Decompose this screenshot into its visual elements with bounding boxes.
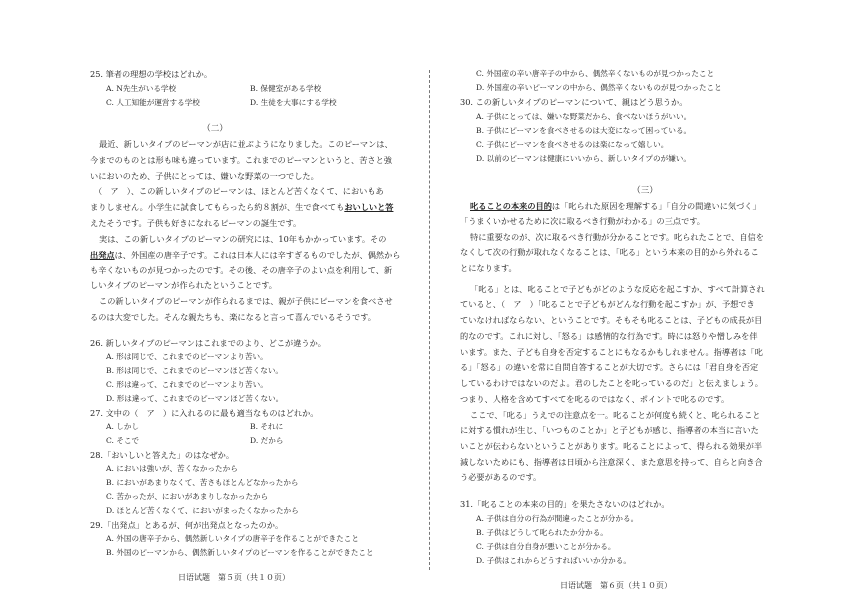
- q27-option-d: D. だから: [250, 436, 284, 445]
- q25-option-d: D. 生徒を大事にする学校: [250, 98, 337, 107]
- passage-line: いことが伝わらないということがあります。叱ることによって、得られる効果が半: [460, 441, 763, 451]
- q25-option-a: A. N先生がいる学校: [106, 84, 177, 93]
- passage-line: も辛くないものが見つかったのです。その後、その唐辛子のよい点を利用して、新: [90, 265, 393, 275]
- passage-line: ていると、（ ア ）「叱ることで子どもがどんな行動を起こすか」が、予想でき: [460, 299, 755, 309]
- page-footer: 日语试题 第６页（共１０页）: [560, 581, 672, 590]
- page-footer: 日语试题 第５页（共１０页）: [178, 573, 290, 582]
- passage-line: 「うまくいかせるために次に取るべき行動がわかる」の三点です。: [460, 216, 705, 226]
- passage-line: う必要があるのです。: [460, 472, 542, 482]
- q29-question: 29.「出発点」とあるが、何が出発点となったのか。: [90, 520, 284, 530]
- section-title-3: （三）: [632, 186, 658, 196]
- passage-line: つまり、人格を含めてすべてを叱るのではなく、ポイントで叱るのです。: [460, 394, 730, 404]
- passage-line: とになります。: [460, 263, 517, 273]
- oishii-underlined: おいしいと答: [344, 202, 394, 212]
- passage-line: この新しいタイプのピーマンが作られるまでは、親が子供にピーマンを食べさせ: [99, 296, 393, 306]
- q31-option-a: A. 子供は自分の行為が間違ったことが分かる。: [476, 514, 639, 523]
- passage-line: えたそうです。子供も好きになれるピーマンの誕生です。: [90, 218, 302, 228]
- passage-line: 実は、この新しいタイプのピーマンの研究には、10年もかかっています。その: [99, 234, 387, 244]
- section-title-2: （二）: [202, 124, 228, 134]
- passage-line: [470, 201, 761, 211]
- passage-line: に対する慣れが生じ、「いつものことか」と子どもが感じ、指導者の本当に言いた: [460, 425, 759, 435]
- q29-option-c: C. 外国産の辛い唐辛子の中から、偶然辛くないものが見つかったこと: [476, 69, 715, 78]
- q30-option-c: C. 子供にピーマンを食べさせるのは楽になって嬉しい。: [476, 140, 669, 149]
- q30-option-d: D. 以前のピーマンは健康にいいから、新しいタイプのが嫌い。: [476, 154, 691, 163]
- passage-line: 最近、新しいタイプのピーマンが店に並ぶようになりました。このピーマンは、: [99, 139, 393, 149]
- q26-option-b: B. 形は同じで、これまでのピーマンほど苦くない。: [106, 366, 284, 375]
- q29-option-b: B. 外国のピーマンから、偶然新しいタイプのピーマンを作ることができたこと: [106, 548, 374, 557]
- q27-question: 27. 文中の（ ア ）に入れるのに最も適当なものはどれか。: [90, 408, 319, 418]
- q25-option-b: B. 保健室がある学校: [250, 84, 322, 93]
- passage-line: （ ア ）、この新しいタイプのピーマンは、ほとんど苦くなくて、においもあ: [94, 186, 384, 196]
- q31-option-b: B. 子供はどうして叱られたか分かる。: [476, 528, 608, 537]
- q28-option-c: C. 苦かったが、においがあまりしなかったから: [106, 492, 269, 501]
- q25-option-c: C. 人工知能が運営する学校: [106, 98, 200, 107]
- passage-line: 「叱る」とは、叱ることで子どもがどのような反応を起こすか、すべて計算され: [470, 284, 765, 294]
- q29-option-d: D. 外国産の辛いピーマンの中から、偶然辛くないものが見つかったこと: [476, 83, 722, 92]
- passage-text: は「叱られた原因を理解する」「自分の間違いに気づく」: [551, 201, 761, 211]
- passage-line: いにおいのため、子供にとっては、嫌いな野菜の一つでした。: [90, 171, 319, 181]
- passage-line: ていなければならない、ということです。そもそも叱ることは、子どもの成長が目: [460, 315, 763, 325]
- passage-line: しているわけではないのだよ。君のしたことを叱っているのだ」と伝えましょう。: [460, 378, 763, 388]
- passage-line: るのは大変でした。そんな親たちも、楽になると言って喜んでいるそうです。: [90, 312, 376, 322]
- q27-option-b: B. それに: [250, 422, 284, 431]
- q25-question: 25. 筆者の理想の学校はどれか。: [90, 69, 213, 79]
- q27-option-a: A. しかし: [106, 422, 140, 431]
- q27-option-c: C. そこで: [106, 436, 140, 445]
- passage-line: [90, 202, 393, 212]
- q26-question: 26. 新しいタイプのピーマンはこれまでのより、どこが違うか。: [90, 338, 326, 348]
- q29-option-a: A. 外国の唐辛子から、偶然新しいタイプの唐辛子を作ることができたこと: [106, 534, 359, 543]
- passage-line: 今までのものとは形も味も違っています。これまでのピーマンというと、苦さと強: [90, 155, 392, 165]
- q28-question: 28.「おいしいと答えた」のはなぜか。: [90, 450, 235, 460]
- q30-option-a: A. 子供にとっては、嫌いな野菜だから、食べないほうがいい。: [476, 112, 692, 121]
- q30-option-b: B. 子供にピーマンを食べさせるのは大変になって困っている。: [476, 126, 692, 135]
- q30-question: 30. この新しいタイプのピーマンについて、親はどう思うか。: [460, 97, 688, 107]
- passage-line: しいタイプのピーマンが作られたということです。: [90, 280, 277, 290]
- passage-text: は、外国産の唐辛子です。これは日本人には辛すぎるものでしたが、偶然から: [114, 250, 401, 260]
- q26-option-c: C. 形は違って、これまでのピーマンより苦い。: [106, 380, 268, 389]
- q28-option-d: D. ほとんど苦くなくて、においがまったくなかったから: [106, 506, 299, 515]
- honrai-underlined: 叱ることの本来の目的: [470, 201, 552, 211]
- shuppatsuten-underlined: 出発点: [90, 250, 115, 260]
- q31-option-d: D. 子供はこれからどうすればいいか分かる。: [476, 556, 631, 565]
- q28-option-a: A. においは強いが、苦くなかったから: [106, 464, 238, 473]
- passage-text: まりしません。小学生に試食してもらったら約８割が、生で食べても: [90, 202, 345, 212]
- q26-option-d: D. 形は違って、これまでのピーマンほど苦くない。: [106, 394, 284, 403]
- passage-line: 的なのです。これに対し、「怒る」は感情的な行為です。時には怒りや憎しみを伴: [460, 331, 758, 341]
- q26-option-a: A. 形は同じで、これまでのピーマンより苦い。: [106, 352, 268, 361]
- passage-line: 特に重要なのが、次に取るべき行動が分かることです。叱られたことで、自信を: [470, 232, 764, 242]
- passage-line: 減しないためにも、指導者は日頃から注意深く、また意思を持って、自らと向き合: [460, 457, 763, 467]
- q31-question: 31.「叱ることの本来の目的」を果たさないのはどれか。: [460, 499, 670, 509]
- passage-line: る」「怒る」の違いを常に自問自答することが大切です。さらには「君自身を否定: [460, 362, 759, 372]
- q28-option-b: B. においがあまりなくて、苦さもほとんどなかったから: [106, 478, 299, 487]
- passage-line: ここで、「叱る」うえでの注意点を一。叱ることが何度も続くと、叱られること: [470, 410, 761, 420]
- passage-line: [90, 250, 401, 260]
- passage-line: なくして次の行動が取れなくなることは、「叱る」という本来の目的から外れるこ: [460, 247, 759, 257]
- passage-line: います。また、子ども自身を否定することにもなるかもしれません。指導者は「叱: [460, 347, 763, 357]
- q31-option-c: C. 子供は自分自身が悪いことが分かる。: [476, 542, 616, 551]
- page-6: [430, 0, 860, 612]
